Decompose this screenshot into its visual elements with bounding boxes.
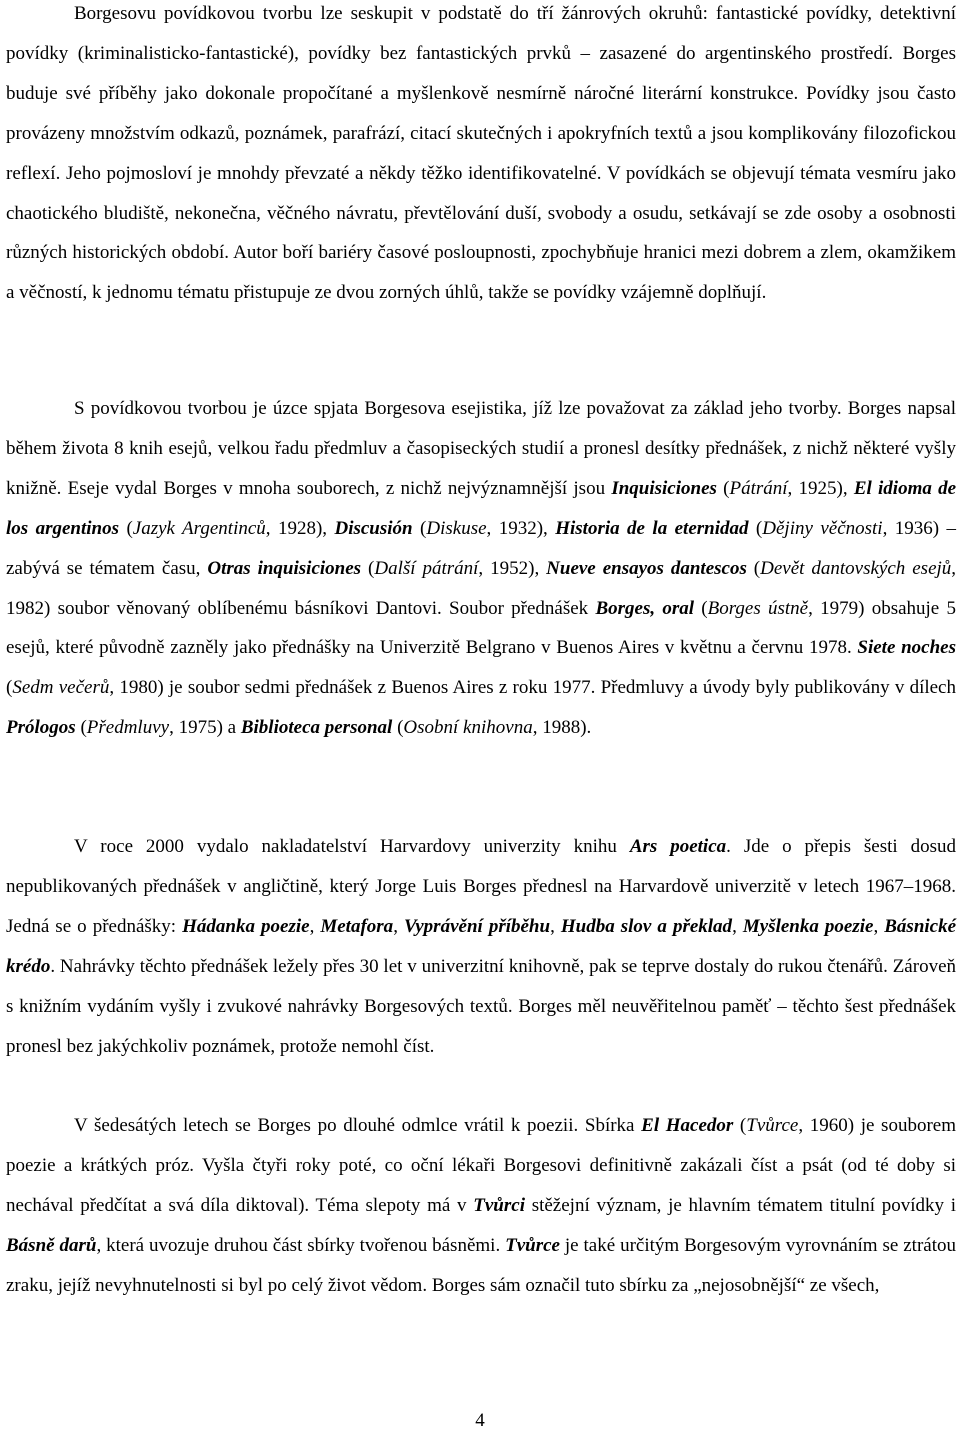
body-text: . Jde o přepis šesti dosud nepublikovaných přednášek v angličtině, který Jorge Luis Borges přednesl na Harvardově univerzitě v letech 1967–1968. Jedná se o přednášky: (6, 836, 957, 937)
title-text: Tvůrce (505, 1234, 560, 1256)
body-text: , 1960) je souborem poezie a krátkých próz. Vyšla čtyři roky poté, co oční lékaři Borgesovi definitivně zakázali číst a psát (od té doby si nechával předčítat a svá díla diktoval). Téma slepoty má v (6, 1115, 956, 1216)
body-text: ( (694, 597, 708, 619)
italic-text: Sedm večerů (12, 677, 110, 699)
title-text: El Hacedor (641, 1115, 734, 1136)
title-text: Ars poetica (629, 836, 727, 857)
title-text: Myšlenka poezie (742, 915, 874, 937)
body-text: ( (733, 1115, 747, 1136)
body-text: Borgesovu povídkovou tvorbu lze seskupit v podstatě do tří žánrových okruhů: fantastické povídky, detektivní povídky (kriminalisticko-fantastické), povídky bez fantastických prvků – zasazené do argentinského prostředí. Borges buduje své příběhy jako dokonale propočítané a myšlenkově nesmírně náročné literární konstrukce. Povídky jsou často provázeny množstvím odkazů, poznámek, parafrází, citací skutečných i apokryfních textů a jsou komplikovány filozofickou reflexí. Jeho pojmosloví je mnohdy převzaté a někdy těžko identifikovatelné. V povídkách se objevují témata vesmíru jako chaotického bludiště, nekonečna, věčného návratu, převtělování duší, svobody a osudu, setkávají se zde osoby a osobnosti různých historických období. Autor boří bariéry časové posloupnosti, zpochybňuje hranici mezi dobrem a zlem, okamžikem a věčností, k jednomu tématu přistupuje ze dvou zorných úhlů, takže se povídky vzájemně doplňují. (6, 3, 956, 304)
body-text: , 1988). (532, 717, 592, 739)
body-text: , (550, 915, 561, 937)
body-text: , 1928), (265, 517, 335, 539)
title-text: Básně darů (6, 1234, 97, 1256)
body-text: , (309, 915, 321, 937)
body-text: ( (119, 517, 133, 539)
body-text: , 1925), (787, 477, 854, 499)
italic-text: Diskuse (426, 517, 487, 539)
body-text: ( (392, 717, 404, 739)
body-text: V šedesátých letech se Borges po dlouhé odmlce vrátil k poezii. Sbírka (74, 1115, 642, 1136)
italic-text: Dějiny věčnosti (762, 517, 883, 539)
title-text: Otras inquisiciones (207, 557, 362, 579)
body-text: ( (746, 557, 761, 579)
italic-text: Předmluvy (86, 717, 170, 739)
body-text: V roce 2000 vydalo nakladatelství Harvardovy univerzity knihu (74, 836, 630, 857)
title-text: Borges, oral (595, 597, 695, 619)
page-number: 4 (475, 1410, 485, 1431)
body-text: ( (748, 517, 763, 539)
title-text: Inquisiciones (611, 477, 717, 499)
body-text: ( (412, 517, 427, 539)
italic-text: Devět dantovských esejů (760, 557, 952, 579)
italic-text: Jazyk Argentinců (132, 517, 266, 539)
body-text: je také určitým Borgesovým vyrovnáním se ztrátou zraku, jejíž nevyhnutelnosti si byl po celý život vědom. Borges sám označil tuto sbírku za „nejosobnější“ ze všech, (6, 1234, 956, 1296)
body-text: ( (361, 557, 375, 579)
body-text: stěžejní význam, je hlavním tématem titulní povídky i (524, 1194, 956, 1216)
paragraph-4 (6, 1106, 956, 1306)
title-text: Siete noches (857, 637, 956, 659)
body-text: ( (716, 477, 730, 499)
paragraph-3 (6, 827, 956, 1066)
body-text: ( (75, 717, 87, 739)
title-text: Biblioteca personal (240, 717, 393, 739)
body-text: S povídkovou tvorbou je úzce spjata Borgesova esejistika, jíž lze považovat za základ jeho tvorby. Borges napsal během života 8 knih esejů, velkou řadu předmluv a časopiseckých studií a pronesl desítky přednášek, z nichž některé vyšly knižně. Eseje vydal Borges v mnoha souborech, z nichž nejvýznamnější jsou (6, 398, 956, 499)
italic-text: Borges ústně (707, 597, 809, 619)
body-text: , 1952), (478, 557, 547, 579)
title-text: Básnické krédo (6, 915, 957, 977)
body-text: , 1982) soubor věnovaný oblíbenému básníkovi Dantovi. Soubor přednášek (6, 557, 957, 619)
body-text: , 1932), (486, 517, 556, 539)
italic-text: Další pátrání (374, 557, 479, 579)
title-text: Nueve ensayos dantescos (546, 557, 747, 579)
body-text: , 1936) – zabývá se tématem času, (6, 517, 957, 579)
body-text: . Nahrávky těchto přednášek ležely přes 30 let v univerzitní knihovně, pak se teprve dostaly do rukou čtenářů. Zároveň s knižním vydáním vyšly i zvukové nahrávky Borgesových textů. Borges měl neuvěřitelnou paměť – těchto šest přednášek pronesl bez jakýchkoliv poznámek, protože nemohl číst. (6, 955, 956, 1057)
italic-text: Tvůrce (746, 1115, 799, 1136)
body-text: , (732, 915, 743, 937)
title-text: Historia de la eternidad (555, 517, 749, 539)
body-text: , (873, 915, 885, 937)
title-text: Hudba slov a překlad (560, 915, 733, 937)
title-text: Prólogos (6, 717, 76, 739)
title-text: Metafora (320, 915, 394, 937)
title-text: Vyprávění příběhu (403, 915, 551, 937)
body-text: , 1975) a (169, 717, 241, 739)
body-text: , která uvozuje druhou část sbírky tvořenou básněmi. (96, 1234, 506, 1256)
body-text: , 1979) obsahuje 5 esejů, které původně zazněly jako přednášky na Univerzitě Belgrano v Buenos Aires v květnu a červnu 1978. (6, 597, 956, 659)
title-text: Discusión (334, 517, 413, 539)
body-text: , (393, 915, 404, 937)
title-text: Tvůrci (473, 1194, 525, 1216)
body-text: ( (6, 677, 13, 699)
italic-text: Pátrání (729, 477, 788, 499)
title-text: Hádanka poezie (182, 915, 310, 937)
title-text: El idioma de los argentinos (6, 477, 957, 539)
body-text: , 1980) je soubor sedmi přednášek z Buenos Aires z roku 1977. Předmluvy a úvody byly publikovány v dílech (109, 677, 956, 699)
italic-text: Osobní knihovna (403, 717, 533, 739)
paragraph-1 (6, 0, 956, 313)
paragraph-2 (6, 389, 956, 748)
